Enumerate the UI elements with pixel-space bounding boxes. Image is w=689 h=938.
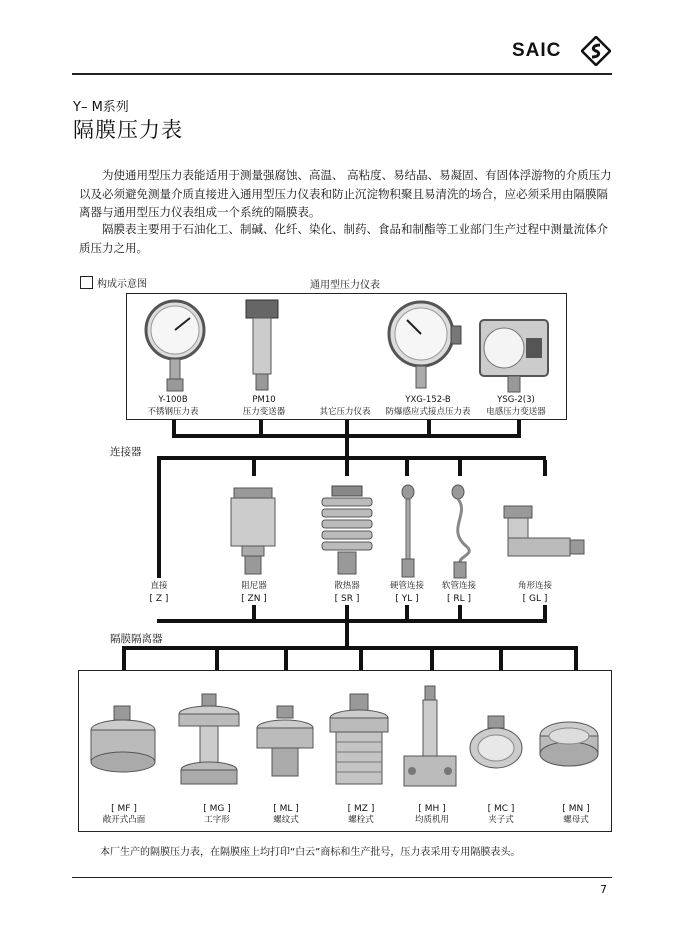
connector-bar <box>359 650 363 670</box>
gauge-model: PM10 <box>252 395 276 405</box>
gauge-name: 其它压力仪表 <box>319 407 371 417</box>
isolator-code: [ MZ ] <box>347 804 375 814</box>
inductive-transmitter-icon <box>478 318 550 394</box>
connector-name: 直接 <box>150 581 168 591</box>
isolator-name: 工字形 <box>204 815 230 825</box>
isolator-code: [ ML ] <box>273 804 299 814</box>
connector-code: [ ZN ] <box>241 594 267 604</box>
connector-bar <box>499 650 503 670</box>
connector-bar <box>122 646 578 650</box>
connector-bar <box>574 650 578 670</box>
intro-paragraph-2: 隔膜表主要用于石油化工、制碱、化纤、染化、制药、食品和制酯等工业部门生产过程中测量流体介质压力之用。 <box>79 222 608 255</box>
damper-icon <box>228 484 278 576</box>
threaded-isolator-icon <box>252 704 318 790</box>
connector-bar <box>405 460 409 476</box>
flexible-hose-icon <box>440 484 488 580</box>
nut-isolator-icon <box>536 714 602 774</box>
connector-bar <box>345 460 349 476</box>
i-shape-isolator-icon <box>172 692 246 792</box>
connector-bar <box>430 650 434 670</box>
isolator-name: 螺栓式 <box>348 815 374 825</box>
connector-bar <box>345 438 349 458</box>
brand-name: SAIC <box>512 40 562 61</box>
dial-gauge-icon <box>142 298 208 394</box>
connector-bar <box>157 456 546 460</box>
gauge-name: 电感压力变送器 <box>486 407 546 417</box>
connector-code: [ SR ] <box>334 594 360 604</box>
header-rule <box>72 73 612 75</box>
connector-bar <box>157 460 161 578</box>
rigid-pipe-icon <box>398 484 418 580</box>
page-number: 7 <box>600 883 607 896</box>
radiator-icon <box>318 484 376 576</box>
series-label: Y– M系列 <box>73 100 129 115</box>
connector-code: [ GL ] <box>522 594 548 604</box>
intro-paragraph-1: 为使通用型压力表能适用于测量强腐蚀、高温、 高粘度、易结晶、易凝固、有固体浮游物的介质压力以及必须避免测量介质直接进入通用型压力仪表和防止沉淀物积聚且易清洗的场合，应必须采用由隔膜隔离器与通用型压力仪表组成一个系统的隔膜表。 <box>79 168 612 219</box>
gauge-group-label: 通用型压力仪表 <box>310 280 380 291</box>
isolator-code: [ MF ] <box>111 804 137 814</box>
angle-connector-icon <box>502 504 586 576</box>
contact-gauge-icon <box>385 298 463 394</box>
gauge-model: YSG-2(3) <box>497 395 535 405</box>
homogenizer-isolator-icon <box>400 684 460 790</box>
clamp-isolator-icon <box>466 714 526 774</box>
connector-name: 散热器 <box>334 581 360 591</box>
footer-note: 本厂生产的隔膜压力表，在隔膜座上均打印“白云”商标和生产批号，压力表采用专用隔膜表头。 <box>100 847 521 858</box>
connector-bar <box>122 650 126 670</box>
isolator-code: [ MN ] <box>562 804 590 814</box>
connector-name: 角形连接 <box>517 581 552 591</box>
connector-name: 阻尼器 <box>241 581 267 591</box>
open-flange-isolator-icon <box>86 700 160 790</box>
gauge-model: Y-100B <box>158 395 188 405</box>
connector-bar <box>458 460 462 476</box>
connector-name: 软管连接 <box>441 581 476 591</box>
section-checkbox-icon <box>80 276 93 289</box>
gauge-model: YXG-152-B <box>405 395 451 405</box>
diagram-heading: 构成示意图 <box>97 279 147 290</box>
gauge-name: 防爆感应式接点压力表 <box>385 407 471 417</box>
isolator-name: 夹子式 <box>488 815 514 825</box>
connector-bar <box>284 650 288 670</box>
isolator-name: 螺纹式 <box>273 815 299 825</box>
connector-name: 硬管连接 <box>389 581 424 591</box>
connector-code: [ Z ] <box>149 594 169 604</box>
connector-code: [ YL ] <box>395 594 419 604</box>
isolator-name: 敞开式凸面 <box>102 815 146 825</box>
page-title: 隔膜压力表 <box>73 118 183 142</box>
isolator-code: [ MG ] <box>203 804 231 814</box>
isolator-section-label: 隔膜隔离器 <box>110 633 163 645</box>
isolator-name: 均质机用 <box>414 815 449 825</box>
bolted-isolator-icon <box>326 692 392 792</box>
connector-code: [ RL ] <box>446 594 471 604</box>
footer-rule <box>72 877 612 878</box>
isolator-name: 螺母式 <box>563 815 589 825</box>
saic-logo-icon <box>581 36 611 66</box>
connector-bar <box>543 460 547 476</box>
isolator-code: [ MC ] <box>487 804 515 814</box>
pressure-transmitter-icon <box>240 298 284 394</box>
connector-bar <box>252 460 256 476</box>
gauge-name: 不锈钢压力表 <box>147 407 199 417</box>
gauge-name: 压力变送器 <box>242 407 286 417</box>
isolator-code: [ MH ] <box>418 804 446 814</box>
connector-section-label: 连接器 <box>110 446 142 458</box>
connector-bar <box>157 619 547 623</box>
connector-bar <box>215 650 219 670</box>
